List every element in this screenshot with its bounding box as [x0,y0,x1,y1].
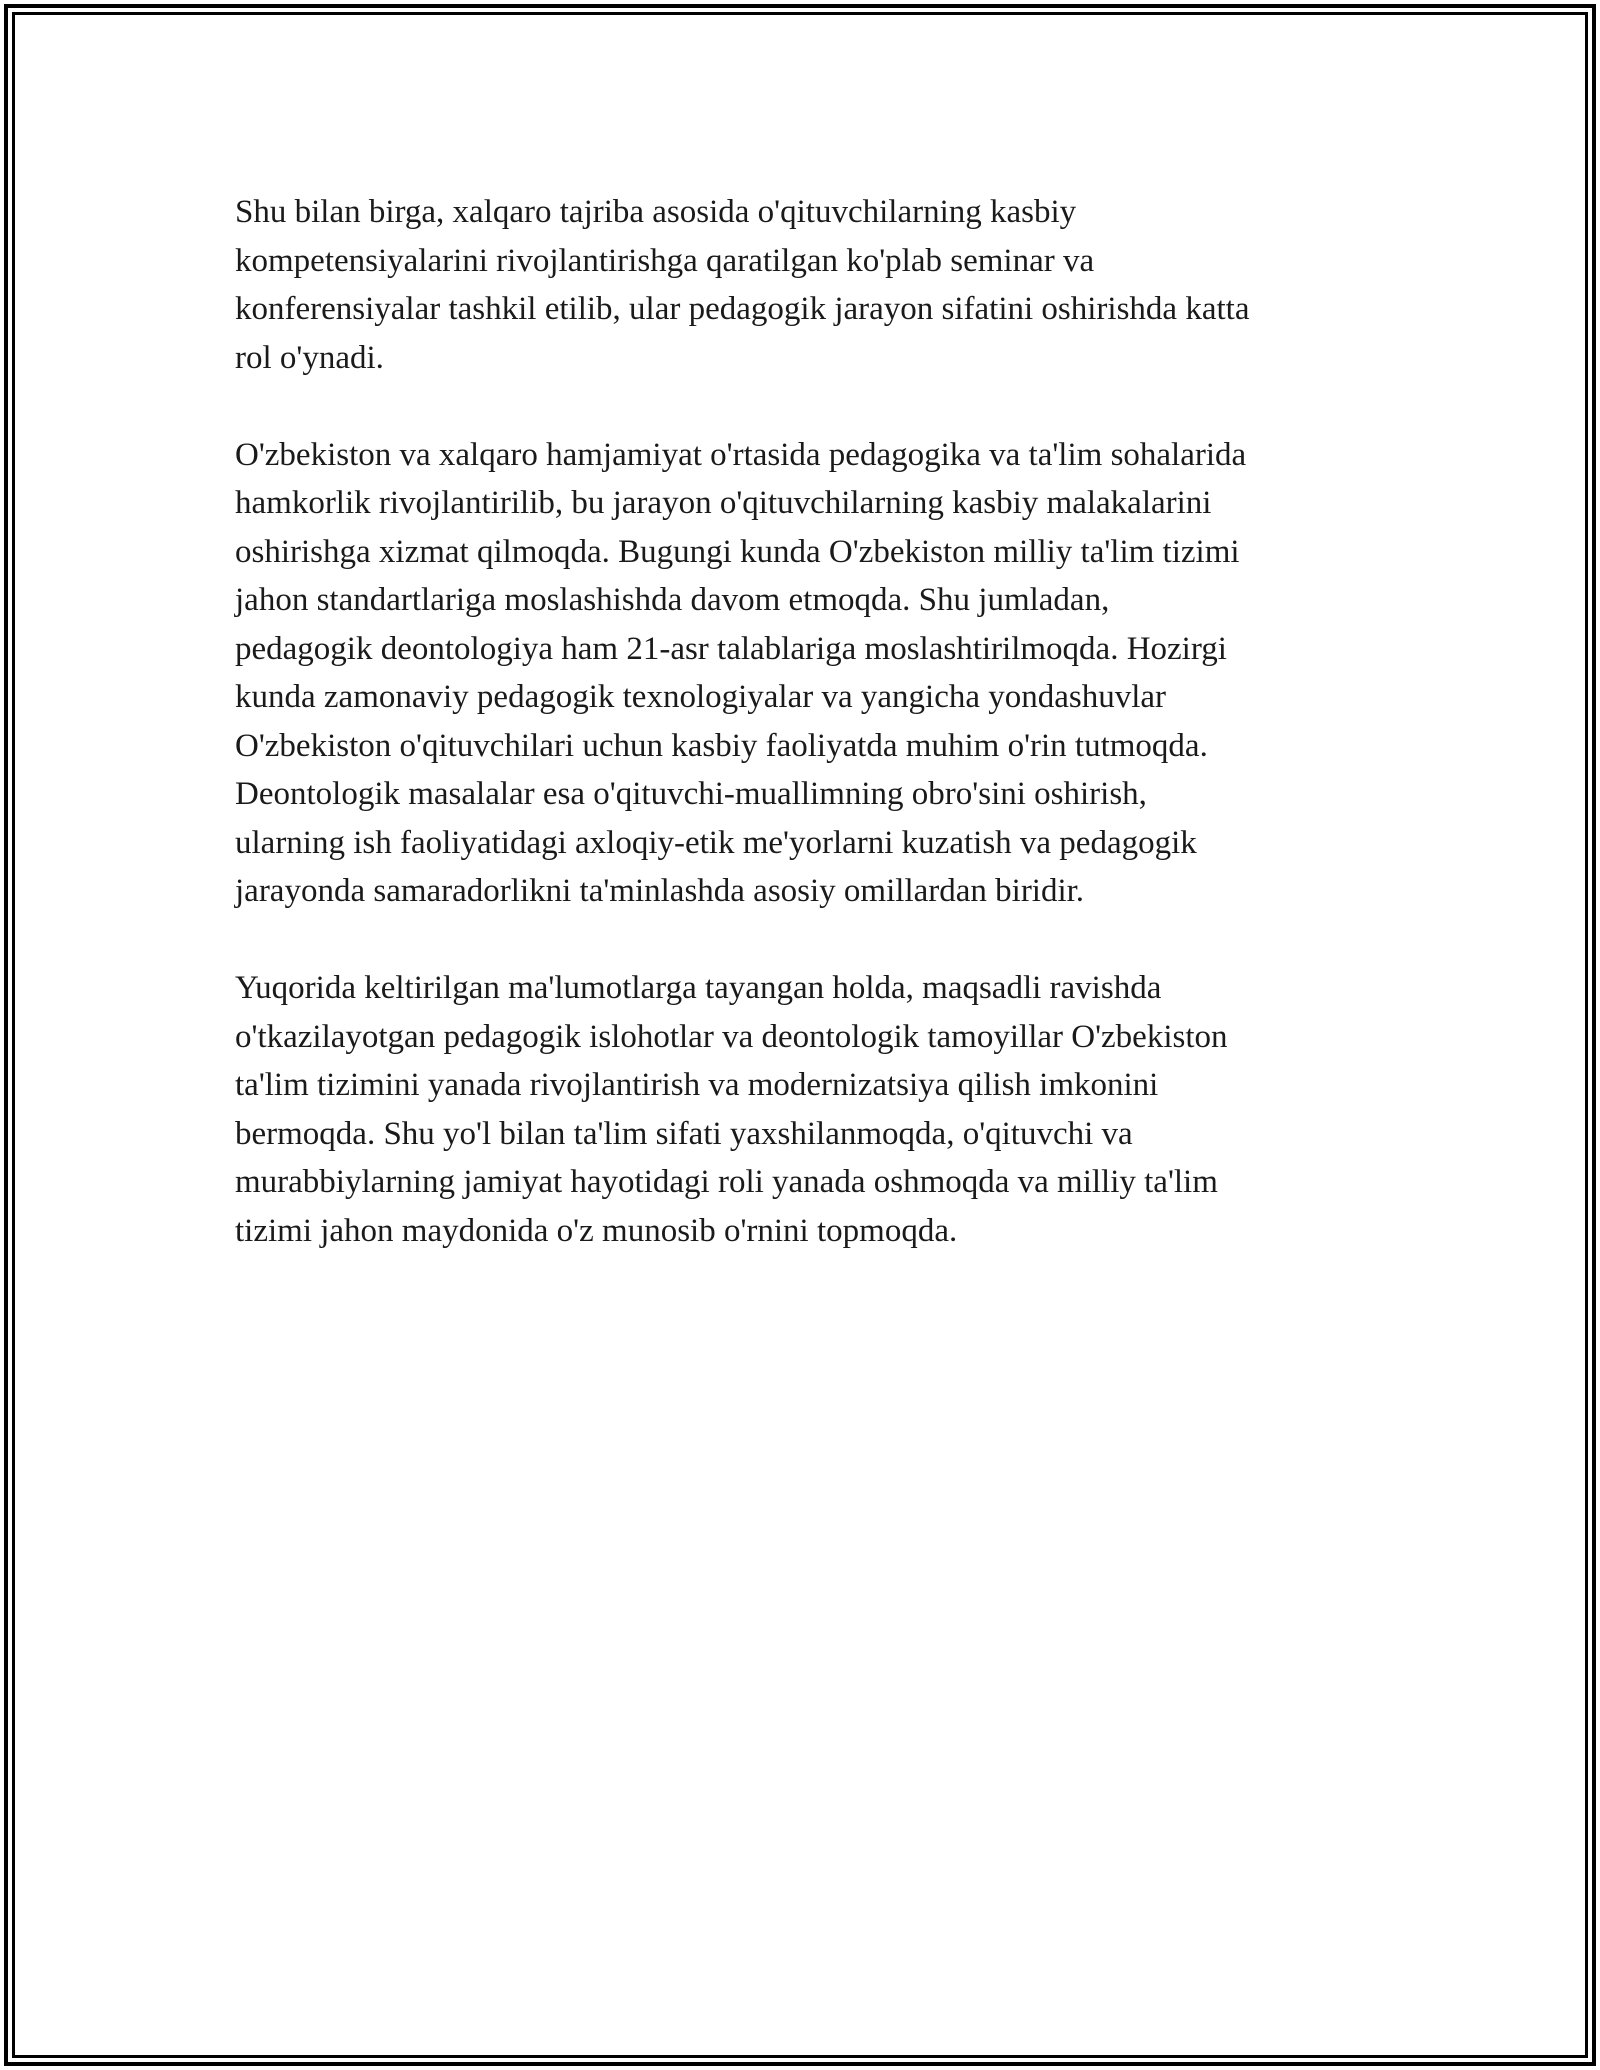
paragraph-1: Shu bilan birga, xalqaro tajriba asosida o'qituvchilarning kasbiy kompetensiyalarini rivojlantirishga qaratilgan ko'plab seminar va konferensiyalar tashkil etilib, ular pedagogik jarayon sifatini oshirishda katta rol o'ynadi. [235,194,1250,376]
paragraph-3: Yuqorida keltirilgan ma'lumotlarga tayangan holda, maqsadli ravishda o'tkazilayotgan pedagogik islohotlar va deontologik tamoyillar O'zbekiston ta'lim tizimini yanada rivojlantirish va modernizatsiya qilish imkonini bermoqda. Shu yo'l bilan ta'lim sifati yaxshilanmoqda, o'qituvchi va murabbiylarning jamiyat hayotidagi roli yanada oshmoqda va milliy ta'lim tizimi jahon maydonida o'z munosib o'rnini topmoqda. [235,970,1228,1249]
paragraph-2: O'zbekiston va xalqaro hamjamiyat o'rtasida pedagogika va ta'lim sohalarida hamkorlik rivojlantirilib, bu jarayon o'qituvchilarning kasbiy malakalarini oshirishga xizmat qilmoqda. Bugungi kunda O'zbekiston milliy ta'lim tizimi jahon standartlariga moslashishda davom etmoqda. Shu jumladan, pedagogik deontologiya ham 21-asr talablariga moslashtirilmoqda. Hozirgi kunda zamonaviy pedagogik texnologiyalar va yangicha yondashuvlar O'zbekiston o'qituvchilari uchun kasbiy faoliyatda muhim o'rin tutmoqda. Deontologik masalalar esa o'qituvchi-muallimning obro'sini oshirish, ularning ish faoliyatidagi axloqiy-etik me'yorlarni kuzatish va pedagogik jarayonda samaradorlikni ta'minlashda asosiy omillardan biridir. [235,436,1247,909]
document-body [235,188,1375,1304]
